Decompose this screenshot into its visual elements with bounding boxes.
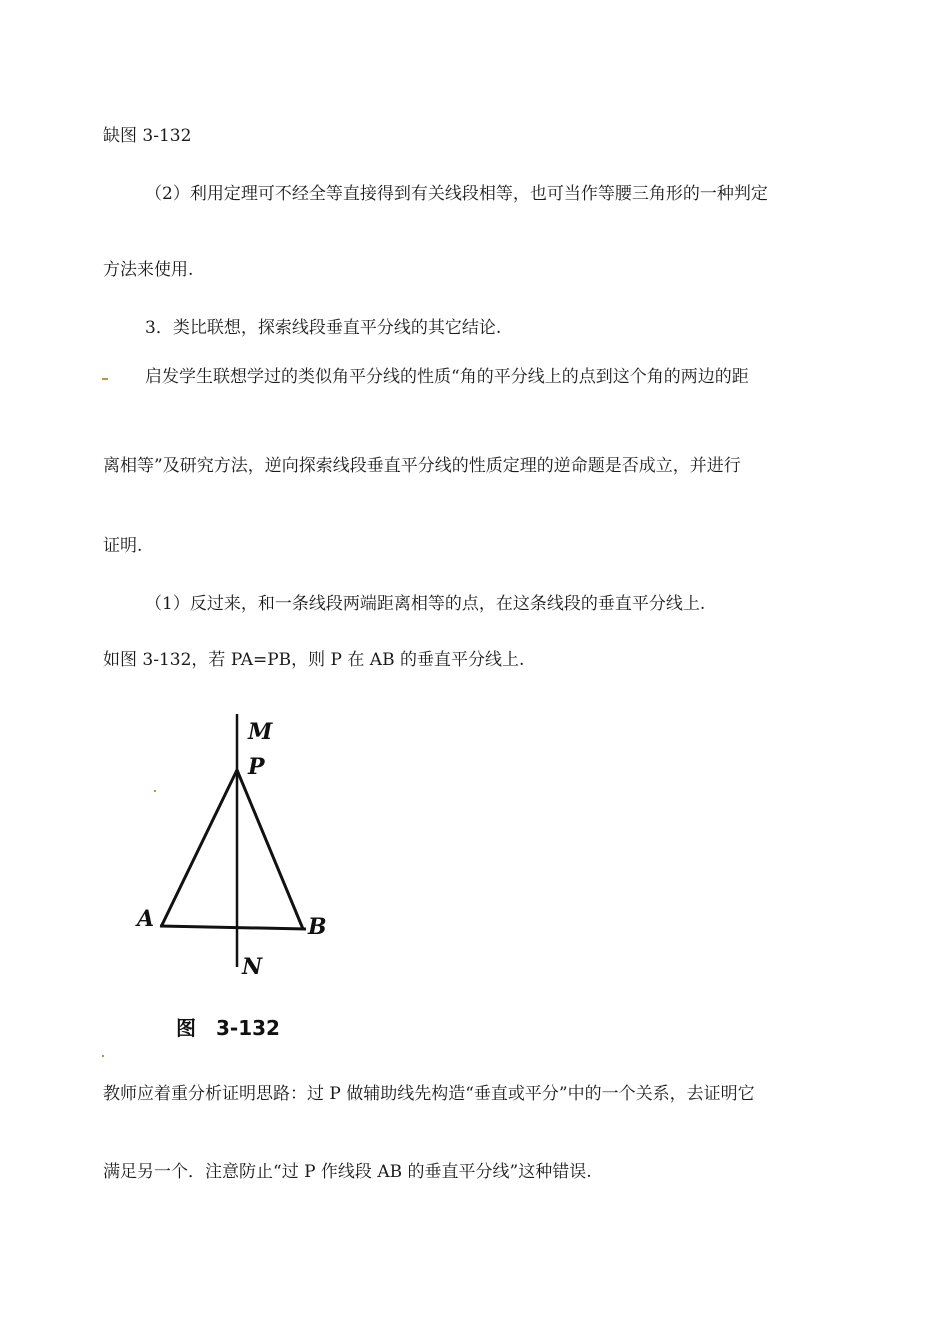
label-p: P [248, 754, 265, 780]
label-b: B [308, 914, 327, 940]
paragraph-inspire-line2: 离相等”及研究方法，逆向探索线段垂直平分线的性质定理的逆命题是否成立，并进行 [103, 456, 741, 476]
paragraph-inspire-line1: 启发学生联想学过的类似角平分线的性质“角的平分线上的点到这个角的两边的距 [145, 367, 749, 387]
paragraph-point2-line1: （2）利用定理可不经全等直接得到有关线段相等，也可当作等腰三角形的一种判定 [145, 184, 768, 204]
paragraph-example: 如图 3-132，若 PA=PB，则 P 在 AB 的垂直平分线上. [103, 650, 525, 670]
missing-figure-note: 缺图 3-132 [103, 126, 192, 146]
paragraph-converse: （1）反过来，和一条线段两端距离相等的点，在这条线段的垂直平分线上. [145, 594, 706, 614]
label-n: N [242, 954, 263, 980]
section-3-heading: 3．类比联想，探索线段垂直平分线的其它结论. [145, 318, 502, 338]
segment-pa [161, 770, 237, 927]
figure-caption: 图 3-132 [176, 1016, 280, 1040]
paragraph-teacher-line1: 教师应着重分析证明思路：过 P 做辅助线先构造“垂直或平分”中的一个关系，去证明它 [103, 1084, 755, 1104]
label-a: A [137, 906, 155, 932]
scan-artifact-mark [102, 378, 108, 380]
segment-pb [237, 770, 303, 929]
label-m: M [248, 719, 273, 745]
segment-ab [160, 926, 306, 929]
paragraph-teacher-line2: 满足另一个．注意防止“过 P 作线段 AB 的垂直平分线”这种错误. [103, 1162, 592, 1182]
scan-artifact-dot-2 [102, 1055, 104, 1057]
figure-3-132 [120, 712, 350, 1042]
paragraph-point2-line2: 方法来使用. [103, 260, 194, 280]
paragraph-inspire-line3: 证明. [103, 536, 143, 556]
